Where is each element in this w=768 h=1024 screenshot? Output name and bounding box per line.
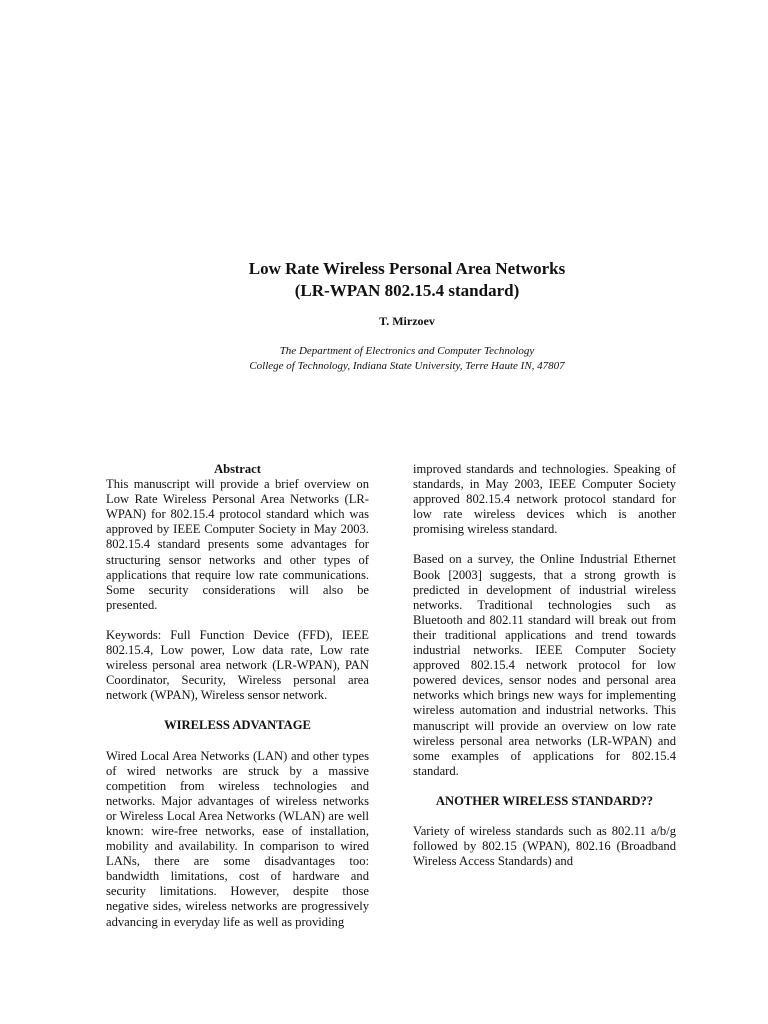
left-column (106, 462, 369, 945)
paper-affiliation (0, 344, 768, 374)
right-column (413, 462, 676, 884)
body-paragraph-1: improved standards and technologies. Speaking of standards, in May 2003, IEEE Computer Society approved 802.15.4 network protocol standard for low rate wireless devices which is another promising wireless standard. (413, 462, 676, 537)
section-heading-another-wireless-standard: ANOTHER WIRELESS STANDARD?? (435, 793, 654, 808)
affiliation-line1: The Department of Electronics and Computer Technology (279, 345, 535, 357)
title-block (0, 258, 768, 372)
paper-title (0, 258, 768, 302)
keywords-text: Keywords: Full Function Device (FFD), IEEE 802.15.4, Low power, Low data rate, Low rate wireless personal area network (LR-WPAN), PAN Coordinator, Security, Wireless personal area network (WPAN), Wireless sensor network. (106, 627, 369, 703)
section-text-wireless-advantage: Wired Local Area Networks (LAN) and other types of wired networks are struck by a massive competition from wireless technologies and networks. Major advantages of wireless networks or Wireless Local Area Networks (WLAN) are well known: wire-free networks, ease of installation, mobility and availability. In comparison to wired LANs, there are some disadvantages too: bandwidth limitations, cost of hardware and security limitations. However, despite those negative sides, wireless networks are progressively advancing in everyday life as well as providing (106, 748, 369, 929)
affiliation-line2: College of Technology, Indiana State University, Terre Haute IN, 47807 (249, 360, 565, 372)
abstract-text: This manuscript will provide a brief overview on Low Rate Wireless Personal Area Networks (LR-WPAN) for 802.15.4 protocol standard which was approved by IEEE Computer Society in May 2003. 802.15.4 standard presents some advantages for structuring sensor networks and other types of applications that require low rate communications. Some security considerations will also be presented. (106, 477, 369, 612)
paper-author: T. Mirzoev (379, 314, 435, 328)
abstract-heading: Abstract (214, 462, 261, 476)
paper-title-line2: (LR-WPAN 802.15.4 standard) (294, 281, 520, 300)
body-paragraph-2: Based on a survey, the Online Industrial Ethernet Book [2003] suggests, that a strong growth is predicted in development of industrial wireless networks. Traditional technologies such as Bluetooth and 802.11 standard will break out from their traditional applications and trend towards industrial networks. IEEE Computer Society approved 802.15.4 network protocol for low powered devices, sensor nodes and personal area networks which brings new ways for implementing wireless automation and industrial networks. This manuscript will provide an overview on low rate wireless personal area networks (LR-WPAN) and some examples of applications for 802.15.4 standard. (413, 552, 676, 778)
section-heading-wireless-advantage: WIRELESS ADVANTAGE (164, 718, 311, 733)
paper-title-line1: Low Rate Wireless Personal Area Networks (248, 259, 566, 278)
section-text-another-wireless-standard: Variety of wireless standards such as 802.11 a/b/g followed by 802.15 (WPAN), 802.16 (Broadband Wireless Access Standards) and (413, 823, 676, 869)
